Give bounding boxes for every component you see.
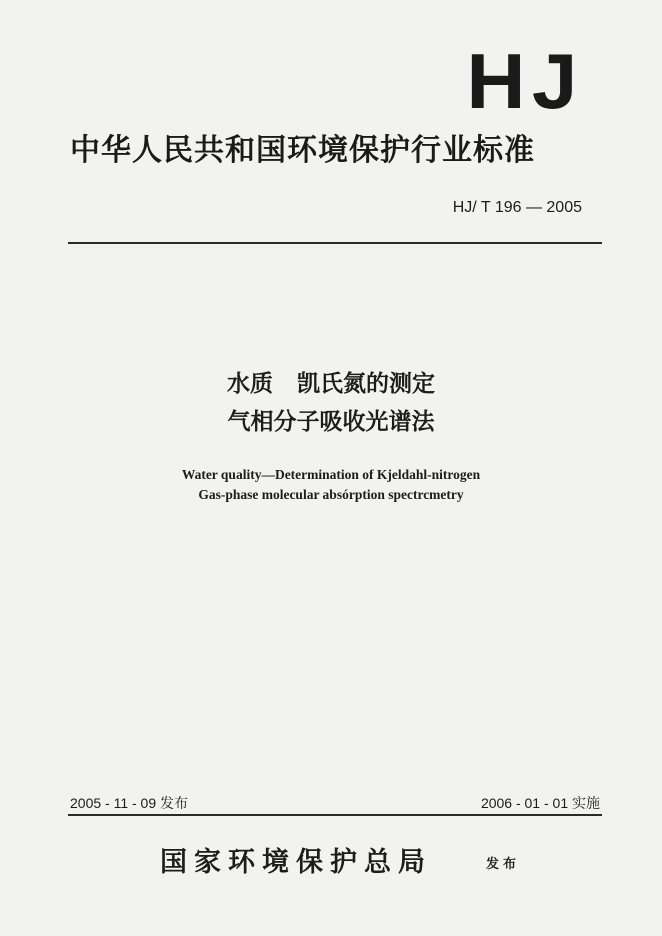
document-title-en-line2: Gas-phase molecular absórption spectrcmetry — [198, 487, 464, 502]
document-title-en-line1: Water quality—Determination of Kjeldahl-nitrogen — [181, 467, 481, 482]
standard-number: HJ/ T 196 — 2005 — [452, 199, 582, 216]
publisher-name: 国家环境保护总局 — [160, 847, 432, 878]
document-title-cn-line2: 气相分子吸收光谱法 — [227, 409, 435, 435]
publish-label: 发布 — [486, 857, 521, 872]
hj-logo: HJ — [466, 37, 584, 125]
top-divider — [68, 242, 602, 244]
bottom-divider — [68, 814, 602, 816]
issue-date: 2005 - 11 - 09 发布 — [70, 795, 189, 811]
implementation-date: 2006 - 01 - 01 实施 — [480, 795, 600, 811]
document-title-cn-line1: 水质 凯氏氮的测定 — [226, 371, 436, 397]
standard-type-title: 中华人民共和国环境保护行业标准 — [70, 133, 535, 168]
